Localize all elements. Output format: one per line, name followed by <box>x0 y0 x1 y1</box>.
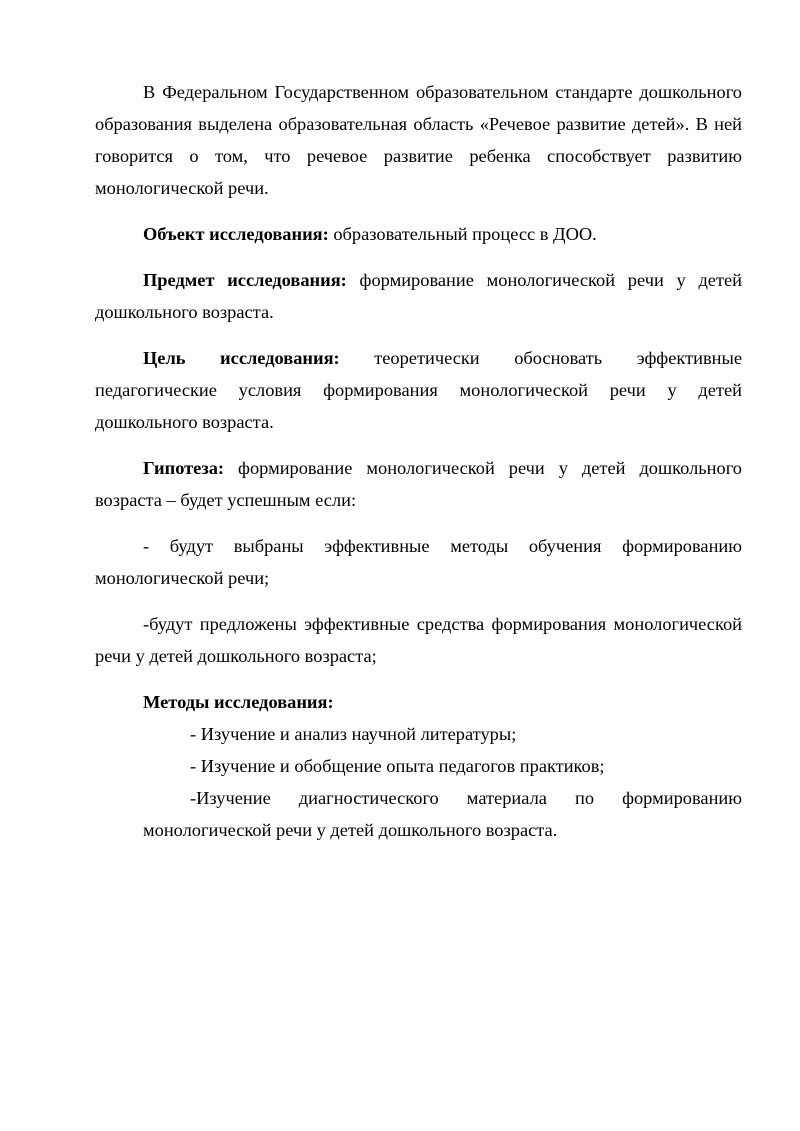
condition-item: -будут предложены эффективные средства формирования монологической речи у детей дошкольного возраста; <box>95 614 742 666</box>
goal-paragraph <box>95 342 742 438</box>
subject-label: Предмет исследования: <box>143 270 347 290</box>
object-text: образовательный процесс в ДОО. <box>328 224 597 244</box>
method-item: - Изучение и анализ научной литературы; <box>190 724 517 744</box>
subject-text: формирование монологической речи у детей дошкольного возраста. <box>95 270 743 322</box>
object-paragraph <box>95 218 742 250</box>
hypothesis-text: формирование монологической речи у детей дошкольного возраста – будет успешным если: <box>95 458 742 510</box>
subject-paragraph <box>95 264 742 328</box>
hypothesis-label: Гипотеза: <box>143 458 225 478</box>
object-label: Объект исследования: <box>143 224 329 244</box>
goal-label: Цель исследования: <box>143 348 340 368</box>
document-page <box>95 76 742 846</box>
methods-heading: Методы исследования: <box>143 692 334 712</box>
condition-item: - будут выбраны эффективные методы обучения формированию монологической речи; <box>95 536 742 588</box>
method-item: - Изучение и обобщение опыта педагогов практиков; <box>190 756 605 776</box>
method-item: -Изучение диагностического материала по формированию монологической речи у детей дошкольного возраста. <box>143 788 742 840</box>
intro-paragraph: В Федеральном Государственном образовательном стандарте дошкольного образования выделена образовательная область «Речевое развитие детей». В ней говорится о том, что речевое развитие ребенка способствует развитию монологической речи. <box>95 82 742 198</box>
methods-list <box>95 718 742 846</box>
hypothesis-paragraph <box>95 452 742 516</box>
goal-text: теоретически обосновать эффективные педагогические условия формирования монологической речи у детей дошкольного возраста. <box>95 348 742 432</box>
